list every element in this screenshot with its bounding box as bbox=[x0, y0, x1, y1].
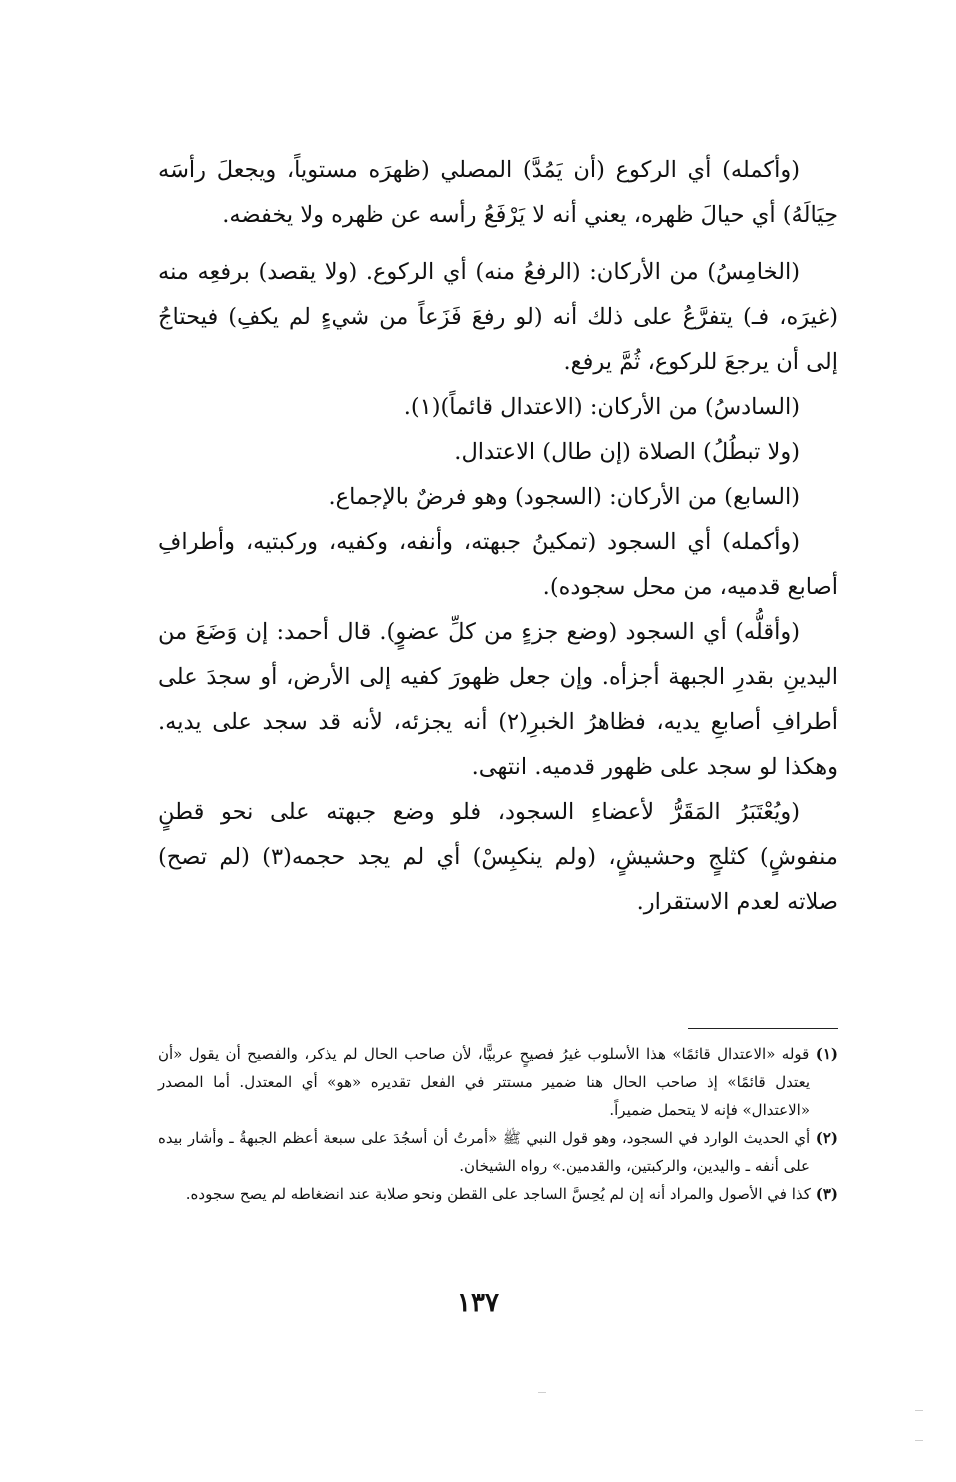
paragraph-sixth-pillar: (السادسُ) من الأركان: (الاعتدال قائماً)(١). bbox=[403, 394, 800, 420]
scan-speck bbox=[915, 1440, 923, 1441]
page-number: ١٣٧ bbox=[457, 1288, 499, 1318]
scan-speck bbox=[915, 1410, 923, 1411]
footnote-text: كذا في الأصول والمراد أنه إن لم يُحِسَّ الساجد على القطن ونحو صلابة عند انضغاطه لم يصح سجوده. bbox=[185, 1185, 811, 1203]
footnote-separator bbox=[688, 1028, 838, 1029]
footnote-1 bbox=[158, 1040, 838, 1124]
paragraph-ruku-completion: (وأكمله) أي الركوع (أن يَمُدَّ) المصلي (ظهرَه مستوياً، ويجعلَ رأسَه حِيَالَهُ) أي حيالَ ظهره، يعني أنه لا يَرْفَعُ رأسه عن ظهره ولا يخفضه. bbox=[158, 157, 838, 228]
footnote-marker: (٣) bbox=[815, 1185, 838, 1203]
footnote-2 bbox=[158, 1124, 838, 1180]
footnote-marker: (١) bbox=[815, 1045, 838, 1063]
footnote-marker: (٢) bbox=[815, 1129, 838, 1147]
footnote-text: قوله «الاعتدال قائمًا» هذا الأسلوب غيرُ فصيحٍ عربيًّا، لأن صاحب الحال لم يذكر، والفصيح أن يقول «أن يعتدل قائمًا» إذ صاحب الحال هنا ضمير مستتر في الفعل تقديره «هو» أي المعتدل. أما المصدر «الاعتدال» فإنه لا يتحمل ضميراً. bbox=[158, 1045, 810, 1119]
paragraph-sujud-surface: (ويُعْتَبَرُ المَقَرُّ لأعضاءِ السجود، فلو وضع جبهته على نحو قطنٍ منفوشٍ) كثلجٍ وحشيشٍ، (ولم ينكبِسْ) أي لم يجد حجمه(٣) (لم تصح) صلاته لعدم الاستقرار. bbox=[158, 799, 838, 915]
scan-speck bbox=[538, 1392, 546, 1393]
paragraph-seventh-pillar: (السابع) من الأركان: (السجود) وهو فرضٌ بالإجماع. bbox=[328, 484, 800, 510]
main-text bbox=[158, 148, 838, 925]
footnotes bbox=[158, 1040, 838, 1208]
paragraph-sujud-minimum: (وأقلُّه) أي السجود (وضع جزءٍ من كلِّ عضوٍ). قال أحمد: إن وَضَعَ من اليدينِ بقدرِ الجبهة أجزأه. وإن جعل ظهورَ كفيه إلى الأرض، أو سجدَ على أطرافِ أصابعِ يديه، فظاهرُ الخبرِ(٢) أنه يجزئه، لأنه قد سجد على يديه. وهكذا لو سجد على ظهور قدميه. انتهى. bbox=[158, 619, 839, 780]
paragraph-sujud-completion: (وأكمله) أي السجود (تمكينُ جبهته، وأنفه، وكفيه، وركبتيه، وأطرافِ أصابع قدميه، من محل سجوده). bbox=[158, 529, 838, 600]
footnote-3 bbox=[158, 1180, 838, 1208]
footnote-text: أي الحديث الوارد في السجود، وهو قول النبي ﷺ «أمرتُ أن أسجُدَ على سبعة أعظم الجبهةُ ـ وأشار بيده على أنفه ـ واليدين، والركبتين، والقدمين.» رواه الشيخان. bbox=[158, 1129, 811, 1175]
paragraph-fifth-pillar: (الخامِسُ) من الأركان: (الرفعُ منه) أي الركوع. (ولا يقصد) برفعِه منه (غيرَه، فـ) يتفرَّعُ على ذلك أنه (لو رفعَ فَزَعاً من شيءٍ لم يكفِ) فيحتاجُ إلى أن يرجعَ للركوع، ثُمَّ يرفع. bbox=[158, 259, 838, 375]
paragraph-itidal-length: (ولا تبطُلُ) الصلاة (إن طال) الاعتدال. bbox=[454, 439, 800, 465]
